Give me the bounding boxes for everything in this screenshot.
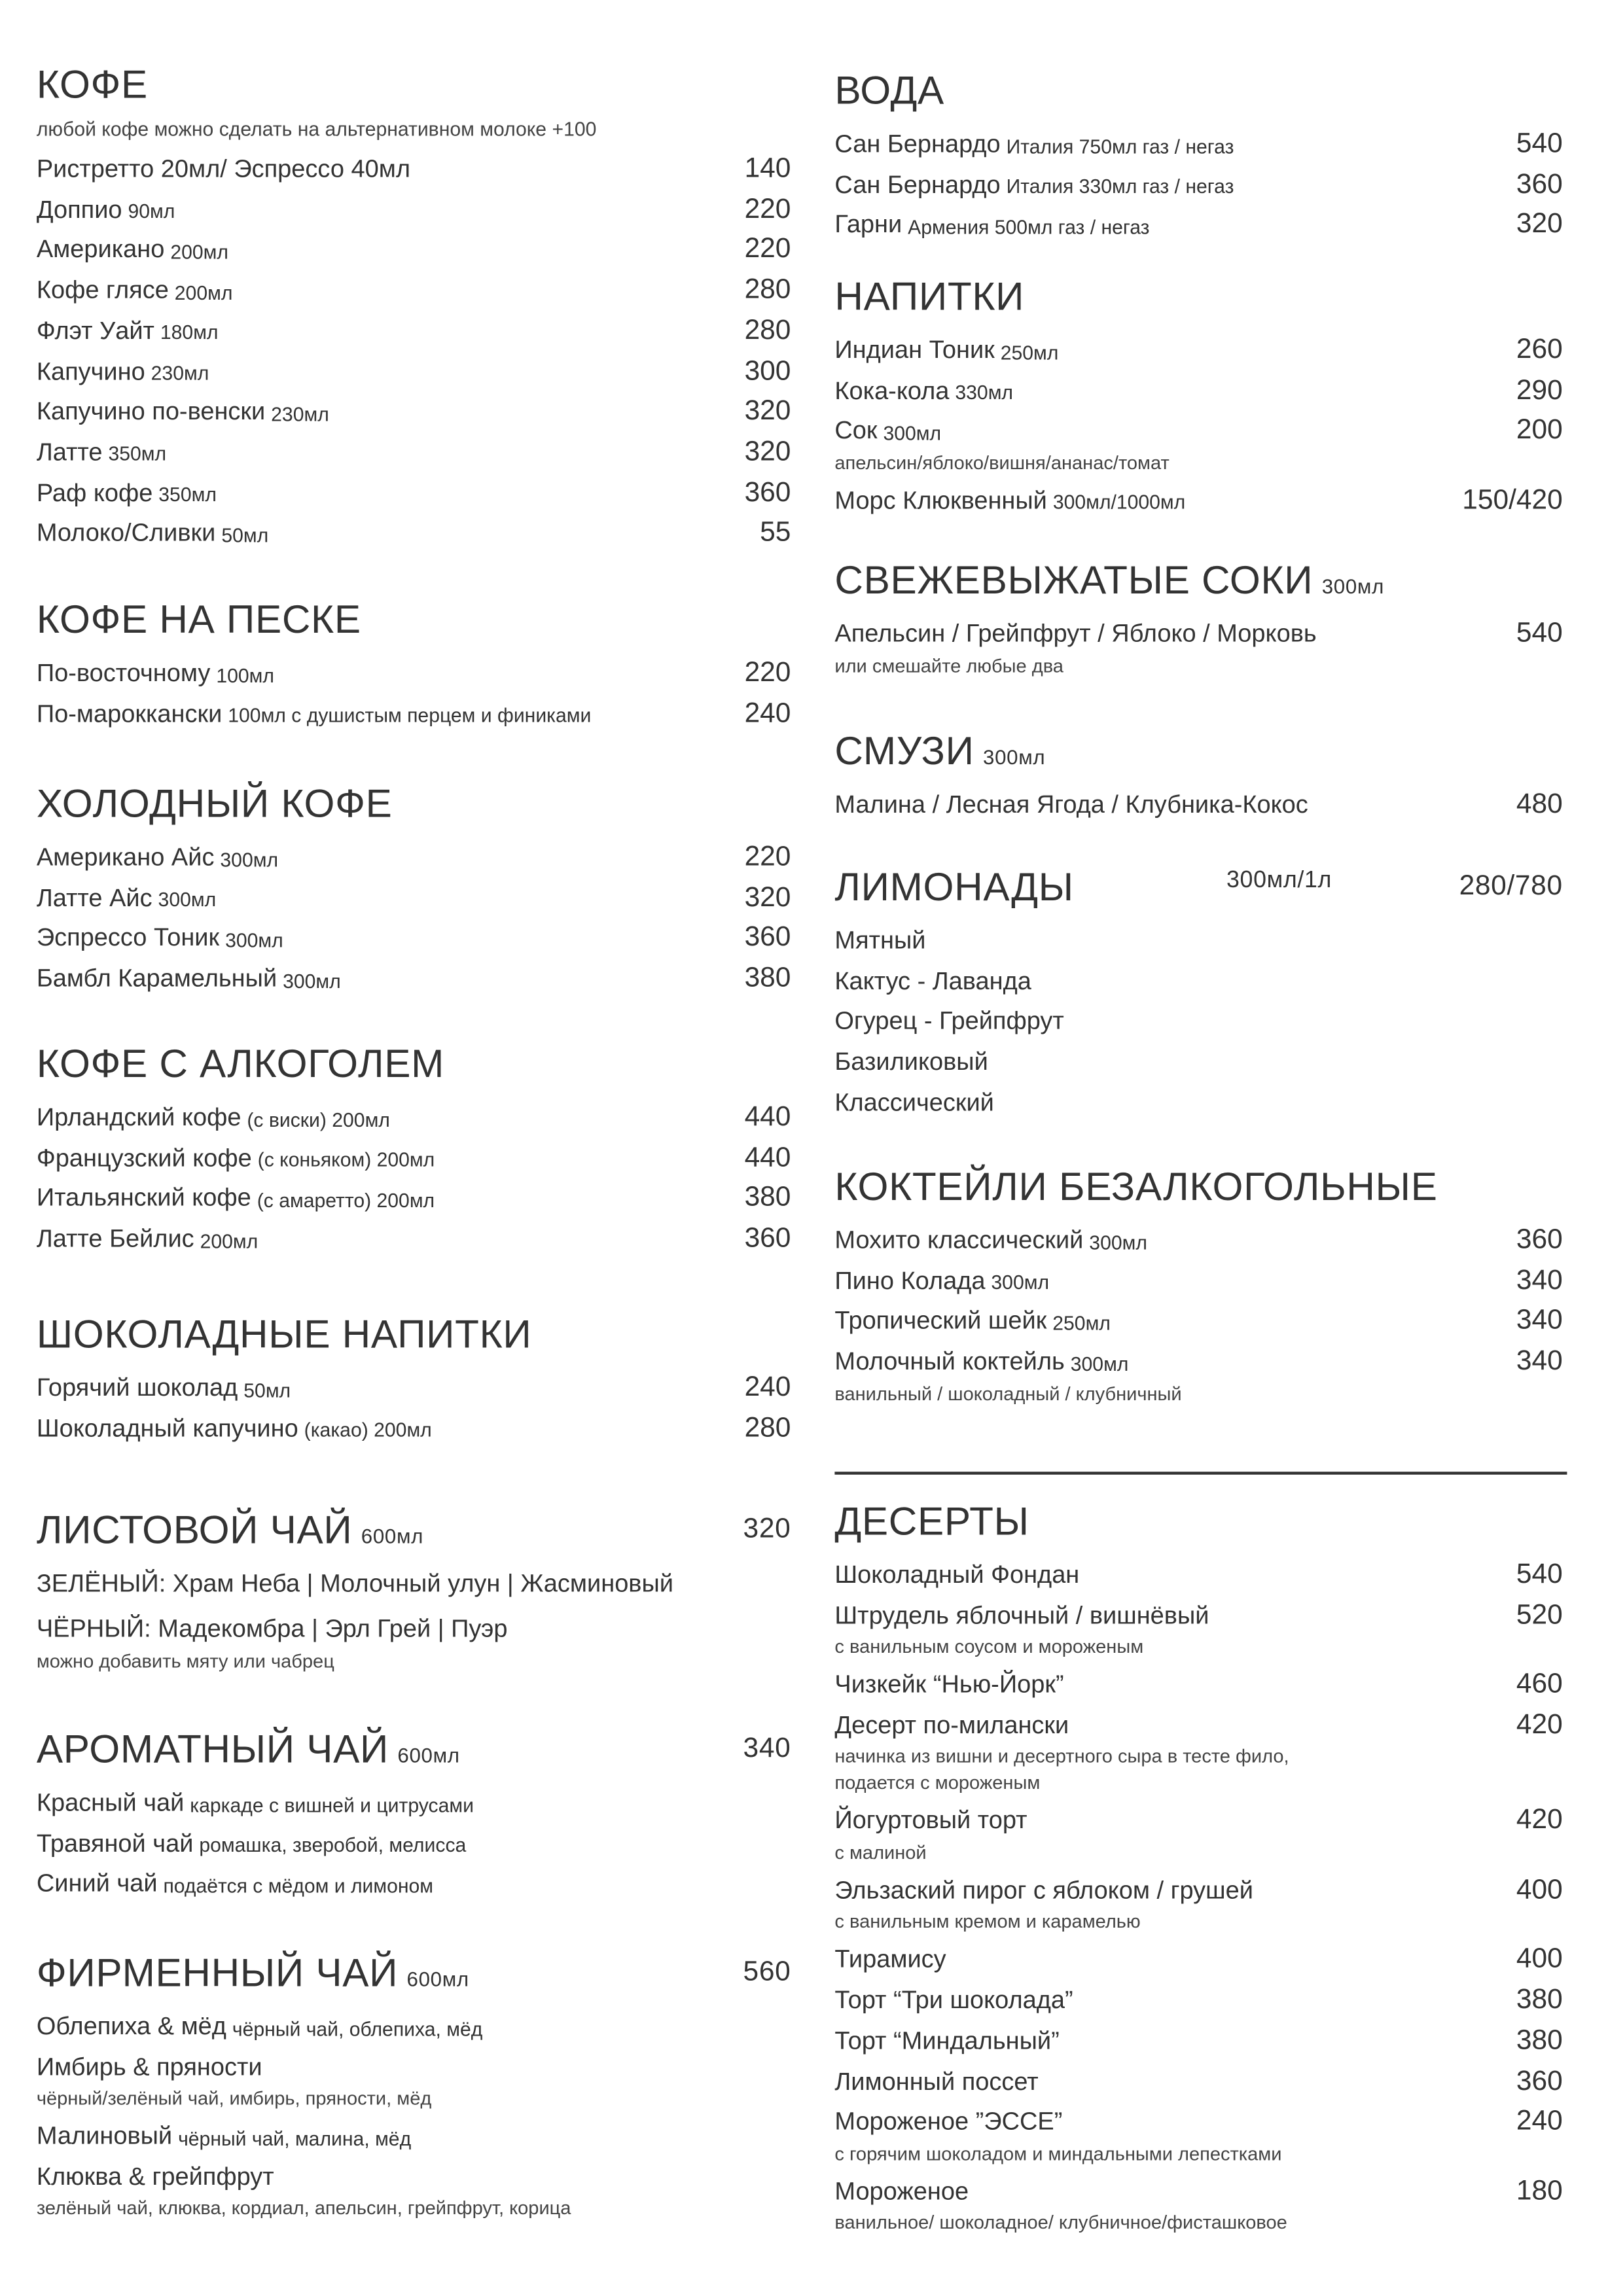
description-text: с горячим шоколадом и миндальными лепестками — [834, 2142, 1282, 2164]
item-name: Кока-кола — [834, 376, 950, 405]
menu-item — [37, 656, 791, 692]
item-detail: (с виски) 200мл — [247, 1108, 390, 1131]
description-text: можно добавить мяту или чабрец — [36, 1649, 334, 1672]
section-heading — [37, 60, 791, 110]
menu-item — [37, 2009, 791, 2045]
item-detail: 200мл — [200, 1229, 259, 1252]
item-price: 380 — [1516, 1985, 1563, 2016]
menu-item — [37, 1566, 791, 1602]
section-title: АРОМАТНЫЙ ЧАЙ — [36, 1726, 389, 1771]
menu-item — [834, 2105, 1562, 2140]
note-text: любой кофе можно сделать на альтернативном молоке +100 — [36, 117, 597, 140]
item-name: Американо Айс — [36, 843, 215, 872]
item-name: Торт “Три шоколада” — [834, 1986, 1073, 2015]
menu-item — [834, 788, 1562, 823]
item-name: Базиликовый — [834, 1048, 988, 1076]
section-note — [37, 115, 791, 141]
item-name: Торт “Миндальный” — [834, 2026, 1060, 2055]
section-volume: 600мл — [361, 1524, 424, 1548]
item-name: Ристретто 20мл/ Эспрессо 40мл — [36, 154, 411, 183]
item-name: Штрудель яблочный / вишнёвый — [834, 1601, 1209, 1629]
menu-item — [834, 1004, 1562, 1040]
item-description — [834, 450, 1562, 476]
item-description — [834, 1380, 1562, 1406]
menu-item — [834, 127, 1562, 162]
left-column — [37, 0, 791, 2296]
section-title: ШОКОЛАДНЫЕ НАПИТКИ — [36, 1311, 532, 1356]
menu-item — [834, 1558, 1562, 1593]
description-text: или смешайте любые два — [834, 654, 1063, 677]
menu-item — [834, 1045, 1562, 1080]
menu-item — [37, 314, 791, 349]
description-text: чёрный/зелёный чай, имбирь, пряности, мёд — [36, 2087, 432, 2110]
item-name: Морс Клюквенный — [834, 486, 1047, 514]
section-price: 320 — [743, 1514, 791, 1545]
item-name: Шоколадный Фондан — [834, 1561, 1080, 1589]
item-price: 180 — [1516, 2176, 1563, 2207]
item-name: Итальянский кофе — [36, 1184, 251, 1212]
section-title: СВЕЖЕВЫЖАТЫЕ СОКИ — [834, 557, 1313, 602]
item-detail: 300мл — [283, 970, 341, 992]
item-name: Флэт Уайт — [36, 317, 154, 345]
item-name: Мороженое — [834, 2177, 969, 2205]
item-price: 320 — [744, 882, 791, 913]
item-name: Тирамису — [834, 1945, 946, 1974]
menu-item — [37, 2160, 791, 2195]
item-name: Сок — [834, 417, 878, 445]
item-price: 440 — [744, 1142, 791, 1173]
item-price: 360 — [744, 477, 791, 508]
menu-item — [834, 964, 1562, 999]
item-price: 360 — [1516, 2066, 1563, 2097]
item-price: 380 — [744, 963, 791, 995]
menu-item — [834, 924, 1562, 959]
item-price: 380 — [1516, 2025, 1563, 2057]
menu-item — [834, 208, 1562, 243]
item-name: Красный чай — [36, 1788, 185, 1817]
item-detail: 200мл — [174, 281, 233, 304]
item-detail: подаётся с мёдом и лимоном — [163, 1875, 434, 1897]
item-name: Десерт по-милански — [834, 1711, 1069, 1739]
section-title: ВОДА — [834, 67, 944, 112]
item-description — [834, 2210, 1562, 2236]
menu-item — [37, 1867, 791, 1902]
section-title: ХОЛОДНЫЙ КОФЕ — [36, 781, 393, 825]
menu-item — [37, 1826, 791, 1862]
section-heading — [37, 1039, 791, 1089]
item-name: Гарни — [834, 211, 902, 239]
description-text: зелёный чай, клюква, кордиал, апельсин, грейпфрут, корица — [36, 2197, 571, 2219]
item-name: Малиновый — [36, 2122, 173, 2151]
item-name: Клюква & грейпфрут — [36, 2163, 274, 2191]
item-price: 440 — [744, 1102, 791, 1133]
section-title: ЛИСТОВОЙ ЧАЙ — [36, 1507, 353, 1551]
item-detail: Армения 500мл газ / негаз — [908, 216, 1150, 238]
item-description — [834, 2140, 1562, 2166]
section-price: 340 — [743, 1733, 791, 1764]
menu-item — [834, 414, 1562, 450]
section-title: ДЕСЕРТЫ — [834, 1498, 1029, 1543]
item-detail: 250мл — [1052, 1312, 1111, 1335]
menu-item — [37, 1411, 791, 1447]
section-heading — [834, 862, 1562, 912]
menu-item — [37, 962, 791, 997]
item-detail: 330мл — [955, 381, 1014, 404]
item-price: 480 — [1516, 789, 1563, 821]
item-detail: 50мл — [243, 1379, 291, 1401]
item-price: 540 — [1516, 128, 1563, 160]
menu-item — [37, 355, 791, 390]
item-description — [834, 1839, 1562, 1865]
menu-item — [834, 2024, 1562, 2059]
item-detail: (с амаретто) 200мл — [257, 1189, 435, 1212]
item-price: 340 — [1516, 1305, 1563, 1337]
item-name: Кофе глясе — [36, 276, 169, 304]
menu-item — [834, 1224, 1562, 1259]
item-name: Ирландский кофе — [36, 1103, 241, 1131]
item-price: 340 — [1516, 1265, 1563, 1296]
item-name: Индиан Тоник — [834, 336, 995, 364]
item-description — [834, 1633, 1562, 1659]
section-heading — [37, 779, 791, 829]
menu-item — [37, 1612, 791, 1648]
item-name: Апельсин / Грейпфрут / Яблоко / Морковь — [834, 620, 1317, 648]
item-price: 360 — [744, 923, 791, 954]
menu-item — [834, 1873, 1562, 1909]
menu-item — [37, 1371, 791, 1406]
section-heading — [834, 1496, 1562, 1546]
item-name: Мохито классический — [834, 1226, 1084, 1254]
item-name: Синий чай — [36, 1869, 158, 1898]
item-price: 400 — [1516, 1875, 1563, 1906]
menu-item — [37, 1141, 791, 1176]
item-name: Молочный коктейль — [834, 1347, 1065, 1376]
item-name: Классический — [834, 1088, 994, 1117]
menu-item — [37, 516, 791, 552]
section-heading — [37, 1725, 791, 1775]
item-name: Эльзаский пирог с яблоком / грушей — [834, 1876, 1253, 1905]
item-name: Бамбл Карамельный — [36, 964, 277, 993]
item-name: Французский кофе — [36, 1144, 252, 1172]
item-price: 420 — [1516, 1805, 1563, 1837]
item-price: 220 — [744, 194, 791, 225]
menu-item — [37, 192, 791, 228]
item-price: 280 — [744, 275, 791, 306]
menu-item — [37, 1182, 791, 1217]
item-detail: ромашка, зверобой, мелисса — [199, 1834, 467, 1857]
right-column — [834, 0, 1562, 2296]
description-text: с малиной — [834, 1841, 927, 1863]
item-price: 140 — [744, 153, 791, 185]
item-name: Пино Колада — [834, 1266, 986, 1295]
menu-item — [834, 374, 1562, 409]
menu-item — [37, 840, 791, 875]
section-heading — [834, 66, 1562, 116]
item-description — [37, 2085, 791, 2111]
item-detail: 180мл — [160, 322, 219, 344]
item-price: 420 — [1516, 1710, 1563, 1740]
item-detail: 300мл — [991, 1271, 1050, 1294]
menu-item — [834, 1708, 1562, 1744]
item-name: Огурец - Грейпфрут — [834, 1007, 1064, 1036]
section-heading — [834, 1162, 1562, 1212]
item-detail: чёрный чай, малина, мёд — [178, 2127, 412, 2149]
item-price: 320 — [1516, 209, 1563, 241]
item-detail: 100мл с душистым перцем и финиками — [228, 705, 592, 727]
item-price: 340 — [1516, 1346, 1563, 1377]
item-price: 280 — [744, 315, 791, 346]
item-detail: 230мл — [271, 402, 329, 425]
item-price: 360 — [1516, 169, 1563, 200]
menu-item — [37, 1222, 791, 1257]
item-name: Сан Бернардо — [834, 170, 1001, 199]
item-name: Капучино — [36, 357, 145, 385]
section-heading — [37, 1309, 791, 1359]
item-description — [834, 652, 1562, 678]
item-description — [37, 2195, 791, 2221]
menu-item — [37, 2119, 791, 2155]
section-volume: 600мл — [397, 1743, 460, 1767]
item-name: Травяной чай — [36, 1829, 194, 1858]
item-name: Чизкейк “Нью-Йорк” — [834, 1670, 1064, 1699]
item-detail: 230мл — [151, 362, 209, 385]
menu-item — [834, 1086, 1562, 1121]
item-price: 360 — [744, 1223, 791, 1254]
item-description — [834, 1743, 1562, 1769]
menu-item — [37, 274, 791, 309]
section-title: КОФЕ — [36, 62, 148, 106]
item-price: 460 — [1516, 1669, 1563, 1701]
item-price: 240 — [1516, 2106, 1563, 2137]
section-volume: 600мл — [406, 1967, 469, 1991]
item-price: 220 — [744, 841, 791, 873]
section-title: НАПИТКИ — [834, 274, 1025, 318]
item-name: Кактус - Лаванда — [834, 966, 1031, 995]
menu-item — [834, 1304, 1562, 1339]
item-detail: 90мл — [128, 200, 175, 222]
section-heading — [834, 272, 1562, 321]
item-name: Мятный — [834, 927, 926, 955]
item-name: ЧЁРНЫЙ: Мадекомбра | Эрл Грей | Пуэр — [36, 1615, 508, 1643]
item-detail: 350мл — [108, 443, 167, 466]
item-price: 240 — [744, 1372, 791, 1404]
section-heading — [37, 1948, 791, 1998]
menu-item — [37, 152, 791, 187]
section-title: КОФЕ НА ПЕСКЕ — [36, 597, 361, 641]
item-detail: 300мл — [883, 422, 942, 444]
item-price: 380 — [744, 1182, 791, 1214]
section-heading — [834, 726, 1562, 776]
item-description — [37, 1647, 791, 1673]
item-price: 320 — [744, 436, 791, 468]
item-price: 220 — [744, 658, 791, 689]
item-detail: 300мл/1000мл — [1052, 491, 1186, 514]
item-detail: каркаде с вишней и цитрусами — [190, 1793, 474, 1816]
menu-item — [37, 233, 791, 268]
menu-item — [834, 1598, 1562, 1634]
item-name: По-мароккански — [36, 699, 223, 728]
menu-item — [834, 484, 1562, 519]
item-price: 300 — [744, 355, 791, 387]
item-name: Лимонный поссет — [834, 2067, 1039, 2095]
item-detail: 350мл — [158, 484, 217, 506]
item-name: Доппио — [36, 195, 122, 224]
menu-item — [37, 2050, 791, 2085]
item-name: Малина / Лесная Ягода / Клубника-Кокос — [834, 790, 1308, 819]
item-detail: Италия 750мл газ / негаз — [1006, 135, 1234, 158]
item-name: Американо — [36, 236, 165, 264]
item-price: 520 — [1516, 1600, 1563, 1631]
item-price: 55 — [760, 518, 791, 549]
section-price: 280/780 — [1459, 871, 1563, 902]
menu-item — [834, 2174, 1562, 2210]
section-volume: 300мл/1л — [1226, 868, 1332, 893]
item-detail: 300мл — [1070, 1352, 1129, 1375]
description-text: ванильный / шоколадный / клубничный — [834, 1382, 1182, 1404]
item-name: Мороженое ”ЭССЕ” — [834, 2108, 1063, 2136]
item-detail: 300мл — [220, 848, 279, 871]
section-title: ЛИМОНАДЫ — [834, 864, 1074, 909]
menu-item — [834, 2064, 1562, 2100]
menu-item — [834, 333, 1562, 368]
item-detail: 300мл — [158, 889, 217, 911]
section-title: КОФЕ С АЛКОГОЛЕМ — [36, 1041, 445, 1086]
item-name: По-восточному — [36, 659, 211, 687]
menu-item — [834, 1983, 1562, 2019]
item-name: Молоко/Сливки — [36, 519, 216, 548]
item-price: 360 — [1516, 1224, 1563, 1256]
item-name: Облепиха & мёд — [36, 2012, 226, 2041]
item-price: 260 — [1516, 334, 1563, 366]
item-name: Латте — [36, 438, 103, 467]
item-name: Эспрессо Тоник — [36, 924, 220, 952]
item-name: Тропический шейк — [834, 1307, 1047, 1335]
item-name: Капучино по-венски — [36, 397, 266, 426]
item-price: 200 — [1516, 415, 1563, 447]
item-detail: 300мл — [225, 929, 283, 951]
menu-item — [834, 1804, 1562, 1839]
section-heading — [834, 556, 1562, 605]
item-name: Сан Бернардо — [834, 130, 1001, 158]
item-description — [834, 1770, 1562, 1796]
item-name: Горячий шоколад — [36, 1373, 238, 1402]
menu-item — [834, 1345, 1562, 1380]
item-name: Имбирь & пряности — [36, 2053, 262, 2081]
section-volume: 300мл — [1321, 574, 1385, 598]
item-price: 320 — [744, 396, 791, 427]
section-divider — [834, 1472, 1567, 1474]
item-detail: чёрный чай, облепиха, мёд — [232, 2017, 483, 2040]
menu-item — [37, 697, 791, 732]
item-name: Раф кофе — [36, 478, 153, 507]
description-text: с ванильным соусом и мороженым — [834, 1635, 1144, 1658]
menu-item — [37, 395, 791, 430]
description-text: подается с мороженым — [834, 1771, 1041, 1794]
item-description — [834, 1909, 1562, 1935]
description-text: с ванильным кремом и карамелью — [834, 1911, 1141, 1933]
item-detail: 200мл — [170, 241, 228, 263]
item-price: 240 — [744, 698, 791, 729]
section-heading — [37, 595, 791, 645]
menu-item — [37, 476, 791, 511]
menu-item — [834, 168, 1562, 203]
section-title: СМУЗИ — [834, 728, 974, 773]
item-detail: 100мл — [216, 664, 274, 686]
item-price: 290 — [1516, 375, 1563, 406]
menu-item — [834, 617, 1562, 652]
item-price: 540 — [1516, 1559, 1563, 1591]
item-detail: 250мл — [1000, 341, 1059, 364]
item-price: 540 — [1516, 618, 1563, 649]
description-text: ванильное/ шоколадное/ клубничное/фисташковое — [834, 2211, 1287, 2234]
item-detail: (какао) 200мл — [304, 1419, 432, 1441]
menu-item — [37, 1786, 791, 1821]
section-title: КОКТЕЙЛИ БЕЗАЛКОГОЛЬНЫЕ — [834, 1164, 1438, 1209]
item-price: 280 — [744, 1413, 791, 1444]
item-detail: 50мл — [221, 524, 269, 546]
item-name: Шоколадный капучино — [36, 1414, 298, 1442]
item-name: Йогуртовый торт — [834, 1807, 1027, 1835]
section-price: 560 — [743, 1956, 791, 1988]
item-price: 150/420 — [1462, 485, 1563, 516]
menu-item — [37, 1101, 791, 1136]
menu-item — [37, 881, 791, 916]
description-text: апельсин/яблоко/вишня/ананас/томат — [834, 451, 1170, 474]
item-price: 220 — [744, 234, 791, 266]
item-price: 400 — [1516, 1944, 1563, 1975]
menu-item — [37, 435, 791, 470]
section-volume: 300мл — [983, 745, 1046, 769]
menu-item — [834, 1943, 1562, 1978]
item-detail: (с коньяком) 200мл — [257, 1149, 435, 1171]
item-name: Латте Бейлис — [36, 1224, 194, 1253]
item-detail: Италия 330мл газ / негаз — [1006, 175, 1234, 198]
menu-item — [834, 1668, 1562, 1703]
item-name: Латте Айс — [36, 883, 152, 912]
menu-item — [834, 1263, 1562, 1299]
item-detail: 300мл — [1089, 1231, 1147, 1254]
description-text: начинка из вишни и десертного сыра в тесте фило, — [834, 1745, 1289, 1768]
menu-item — [37, 921, 791, 957]
section-heading — [37, 1506, 791, 1555]
section-title: ФИРМЕННЫЙ ЧАЙ — [36, 1950, 399, 1994]
item-name: ЗЕЛЁНЫЙ: Храм Неба | Молочный улун | Жасминовый — [36, 1569, 673, 1598]
